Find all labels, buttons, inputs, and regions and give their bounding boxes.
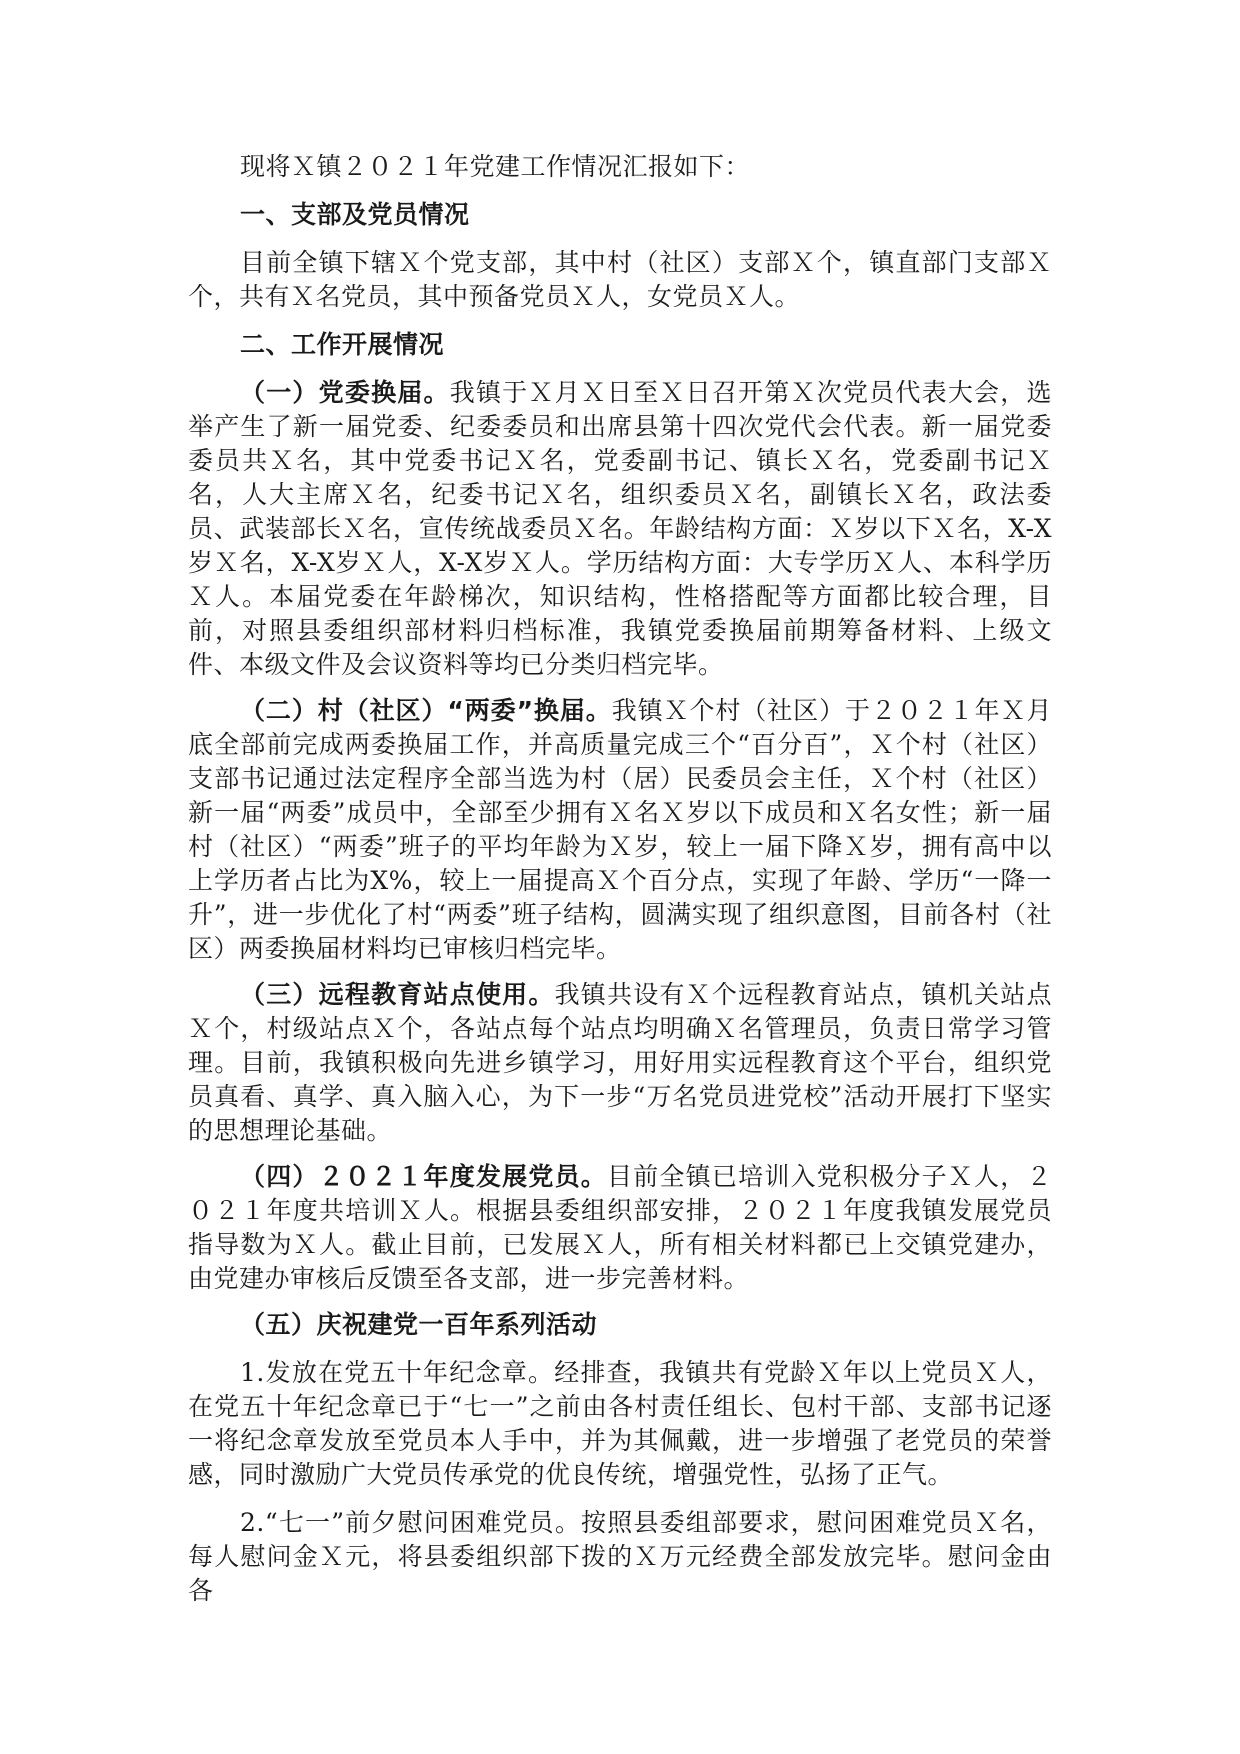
item-lead: （一）党委换届。 <box>240 378 450 407</box>
item-party-development <box>188 1160 1052 1296</box>
item-party-committee <box>188 376 1052 682</box>
item-body: 我镇Ｘ个村（社区）于２０２１年Ｘ月底全部前完成两委换届工作，并高质量完成三个“百分百”，Ｘ个村（社区）支部书记通过法定程序全部当选为村（居）民委员会主任，Ｘ个村（社区）新一届“两委”成员中，全部至少拥有Ｘ名Ｘ岁以下成员和Ｘ名女性；新一届村（社区）“两委”班子的平均年龄为Ｘ岁，较上一届下降Ｘ岁，拥有高中以上学历者占比为X%，较上一届提高Ｘ个百分点，实现了年龄、学历“一降一升”，进一步优化了村“两委”班子结构，圆满实现了组织意图，目前各村（社区）两委换届材料均已审核归档完毕。 <box>188 696 1052 963</box>
item-body: 我镇共设有Ｘ个远程教育站点，镇机关站点Ｘ个，村级站点Ｘ个，各站点每个站点均明确Ｘ名管理员，负责日常学习管理。目前，我镇积极向先进乡镇学习，用好用实远程教育这个平台，组织党员真看、真学、真入脑入心，为下一步“万名党员进党校”活动开展打下坚实的思想理论基础。 <box>188 980 1052 1145</box>
item-lead: （三）远程教育站点使用。 <box>240 980 555 1009</box>
item-village-committees <box>188 694 1052 966</box>
subitem-condolence: 2.“七一”前夕慰问困难党员。按照县委组部要求，慰问困难党员Ｘ名，每人慰问金Ｘ元，将县委组织部下拨的Ｘ万元经费全部发放完毕。慰问金由各 <box>188 1508 1052 1605</box>
section-1-body: 目前全镇下辖Ｘ个党支部，其中村（社区）支部Ｘ个，镇直部门支部Ｘ个，共有Ｘ名党员，其中预备党员Ｘ人，女党员Ｘ人。 <box>188 248 1052 311</box>
item-centenary-activities <box>188 1308 1052 1342</box>
item-lead: （二）村（社区）“两委”换届。 <box>240 696 612 725</box>
intro-paragraph: 现将Ｘ镇２０２１年党建工作情况汇报如下： <box>240 152 751 181</box>
document-page <box>188 150 1052 1608</box>
section-2-heading: 二、工作开展情况 <box>240 330 445 359</box>
item-lead: （四）２０２１年度发展党员。 <box>240 1162 608 1191</box>
item-body: 目前全镇已培训入党积极分子Ｘ人，２０２１年度共培训Ｘ人。根据县委组织部安排，２０２１年度我镇发展党员指导数为Ｘ人。截止目前，已发展Ｘ人，所有相关材料都已上交镇党建办，由党建办审核后反馈至各支部，进一步完善材料。 <box>188 1162 1052 1293</box>
subitem-medals: 1.发放在党五十年纪念章。经排查，我镇共有党龄Ｘ年以上党员Ｘ人，在党五十年纪念章已于“七一”之前由各村责任组长、包村干部、支部书记逐一将纪念章发放至党员本人手中，并为其佩戴，进一步增强了老党员的荣誉感，同时激励广大党员传承党的优良传统，增强党性，弘扬了正气。 <box>188 1358 1052 1489</box>
item-lead: （五）庆祝建党一百年系列活动 <box>240 1310 598 1339</box>
item-remote-education <box>188 978 1052 1148</box>
item-body: 我镇于Ｘ月Ｘ日至Ｘ日召开第Ｘ次党员代表大会，选举产生了新一届党委、纪委委员和出席县第十四次党代会代表。新一届党委委员共Ｘ名，其中党委书记Ｘ名，党委副书记、镇长Ｘ名，党委副书记Ｘ名，人大主席Ｘ名，纪委书记Ｘ名，组织委员Ｘ名，副镇长Ｘ名，政法委员、武装部长Ｘ名，宣传统战委员Ｘ名。年龄结构方面：Ｘ岁以下Ｘ名，X-X岁Ｘ名，X-X岁Ｘ人，X-X岁Ｘ人。学历结构方面：大专学历Ｘ人、本科学历Ｘ人。本届党委在年龄梯次，知识结构，性格搭配等方面都比较合理，目前，对照县委组织部材料归档标准，我镇党委换届前期筹备材料、上级文件、本级文件及会议资料等均已分类归档完毕。 <box>188 378 1052 679</box>
section-1-heading: 一、支部及党员情况 <box>240 200 470 229</box>
